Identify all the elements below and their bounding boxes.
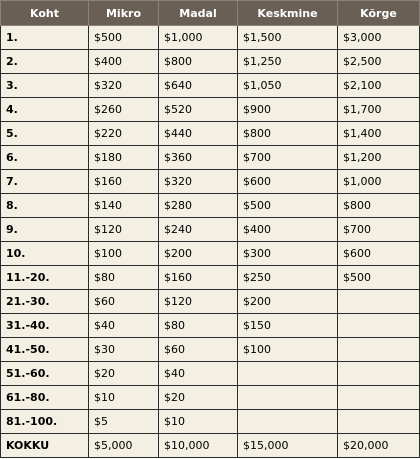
prize-cell-mikro: $120 xyxy=(89,218,159,242)
prize-cell-madal: $440 xyxy=(159,122,238,146)
prize-cell-mikro: $220 xyxy=(89,122,159,146)
place-cell: 10. xyxy=(1,242,89,266)
total-keskmine: $15,000 xyxy=(238,434,338,458)
table-row xyxy=(1,410,420,434)
prize-cell-madal: $80 xyxy=(159,314,238,338)
place-cell: 81.-100. xyxy=(1,410,89,434)
table-row xyxy=(1,26,420,50)
total-madal: $10,000 xyxy=(159,434,238,458)
prize-cell-keskmine: $1,050 xyxy=(238,74,338,98)
place-cell: 4. xyxy=(1,98,89,122)
prize-cell-mikro: $60 xyxy=(89,290,159,314)
prize-cell-madal: $160 xyxy=(159,266,238,290)
prize-cell-keskmine xyxy=(238,386,338,410)
prize-cell-madal: $120 xyxy=(159,290,238,314)
table-row xyxy=(1,338,420,362)
header-koht: Koht xyxy=(1,1,89,26)
header-row xyxy=(1,1,420,26)
place-cell: 21.-30. xyxy=(1,290,89,314)
prize-cell-korge: $1,200 xyxy=(338,146,420,170)
place-cell: 6. xyxy=(1,146,89,170)
prize-cell-keskmine: $500 xyxy=(238,194,338,218)
prize-cell-mikro: $40 xyxy=(89,314,159,338)
table-row xyxy=(1,146,420,170)
prize-cell-korge: $700 xyxy=(338,218,420,242)
table-row xyxy=(1,98,420,122)
prize-cell-madal: $800 xyxy=(159,50,238,74)
prize-cell-keskmine: $700 xyxy=(238,146,338,170)
prize-cell-korge: $2,500 xyxy=(338,50,420,74)
table-row xyxy=(1,194,420,218)
table-row xyxy=(1,314,420,338)
table-row xyxy=(1,242,420,266)
prize-cell-madal: $10 xyxy=(159,410,238,434)
table-row xyxy=(1,74,420,98)
place-cell: 3. xyxy=(1,74,89,98)
prize-cell-madal: $60 xyxy=(159,338,238,362)
prize-cell-mikro: $20 xyxy=(89,362,159,386)
place-cell: 61.-80. xyxy=(1,386,89,410)
prize-cell-mikro: $140 xyxy=(89,194,159,218)
table-row xyxy=(1,122,420,146)
prize-cell-keskmine: $150 xyxy=(238,314,338,338)
prize-cell-keskmine: $250 xyxy=(238,266,338,290)
place-cell: 9. xyxy=(1,218,89,242)
prize-cell-korge: $2,100 xyxy=(338,74,420,98)
table-row xyxy=(1,218,420,242)
total-label: KOKKU xyxy=(1,434,89,458)
prize-cell-keskmine: $200 xyxy=(238,290,338,314)
prize-cell-korge xyxy=(338,386,420,410)
prize-cell-keskmine: $400 xyxy=(238,218,338,242)
total-row xyxy=(1,434,420,458)
prize-cell-keskmine: $800 xyxy=(238,122,338,146)
prize-cell-mikro: $160 xyxy=(89,170,159,194)
prize-cell-keskmine: $1,500 xyxy=(238,26,338,50)
prize-cell-mikro: $80 xyxy=(89,266,159,290)
place-cell: 51.-60. xyxy=(1,362,89,386)
prize-cell-mikro: $30 xyxy=(89,338,159,362)
table-row xyxy=(1,290,420,314)
prize-cell-korge: $600 xyxy=(338,242,420,266)
prize-cell-keskmine: $100 xyxy=(238,338,338,362)
prize-cell-korge: $3,000 xyxy=(338,26,420,50)
prize-cell-mikro: $100 xyxy=(89,242,159,266)
prize-cell-madal: $320 xyxy=(159,170,238,194)
place-cell: 5. xyxy=(1,122,89,146)
prize-cell-madal: $200 xyxy=(159,242,238,266)
prize-cell-keskmine xyxy=(238,362,338,386)
header-madal: Madal xyxy=(159,1,238,26)
total-mikro: $5,000 xyxy=(89,434,159,458)
prize-cell-madal: $520 xyxy=(159,98,238,122)
prize-cell-keskmine xyxy=(238,410,338,434)
place-cell: 31.-40. xyxy=(1,314,89,338)
prize-cell-korge: $1,000 xyxy=(338,170,420,194)
prize-cell-mikro: $400 xyxy=(89,50,159,74)
prize-cell-madal: $280 xyxy=(159,194,238,218)
table-row xyxy=(1,386,420,410)
prize-cell-madal: $20 xyxy=(159,386,238,410)
prize-cell-korge xyxy=(338,314,420,338)
prize-cell-keskmine: $600 xyxy=(238,170,338,194)
prize-cell-korge: $800 xyxy=(338,194,420,218)
place-cell: 41.-50. xyxy=(1,338,89,362)
prize-cell-mikro: $5 xyxy=(89,410,159,434)
prize-cell-madal: $1,000 xyxy=(159,26,238,50)
place-cell: 8. xyxy=(1,194,89,218)
total-korge: $20,000 xyxy=(338,434,420,458)
prize-cell-keskmine: $300 xyxy=(238,242,338,266)
prize-cell-madal: $40 xyxy=(159,362,238,386)
prize-cell-keskmine: $900 xyxy=(238,98,338,122)
table-row xyxy=(1,170,420,194)
prize-cell-korge: $500 xyxy=(338,266,420,290)
place-cell: 7. xyxy=(1,170,89,194)
prize-cell-mikro: $500 xyxy=(89,26,159,50)
prize-cell-madal: $360 xyxy=(159,146,238,170)
place-cell: 11.-20. xyxy=(1,266,89,290)
prize-table-body xyxy=(1,26,420,458)
prize-cell-keskmine: $1,250 xyxy=(238,50,338,74)
place-cell: 1. xyxy=(1,26,89,50)
table-row xyxy=(1,50,420,74)
prize-cell-korge: $1,700 xyxy=(338,98,420,122)
prize-cell-mikro: $10 xyxy=(89,386,159,410)
prize-cell-korge: $1,400 xyxy=(338,122,420,146)
prize-cell-mikro: $180 xyxy=(89,146,159,170)
table-row xyxy=(1,266,420,290)
prize-cell-korge xyxy=(338,362,420,386)
prize-cell-mikro: $320 xyxy=(89,74,159,98)
prize-cell-madal: $640 xyxy=(159,74,238,98)
prize-cell-korge xyxy=(338,410,420,434)
table-row xyxy=(1,362,420,386)
header-keskmine: Keskmine xyxy=(238,1,338,26)
header-korge: Kõrge xyxy=(338,1,420,26)
prize-cell-madal: $240 xyxy=(159,218,238,242)
place-cell: 2. xyxy=(1,50,89,74)
prize-cell-korge xyxy=(338,290,420,314)
header-mikro: Mikro xyxy=(89,1,159,26)
prize-cell-korge xyxy=(338,338,420,362)
prize-cell-mikro: $260 xyxy=(89,98,159,122)
